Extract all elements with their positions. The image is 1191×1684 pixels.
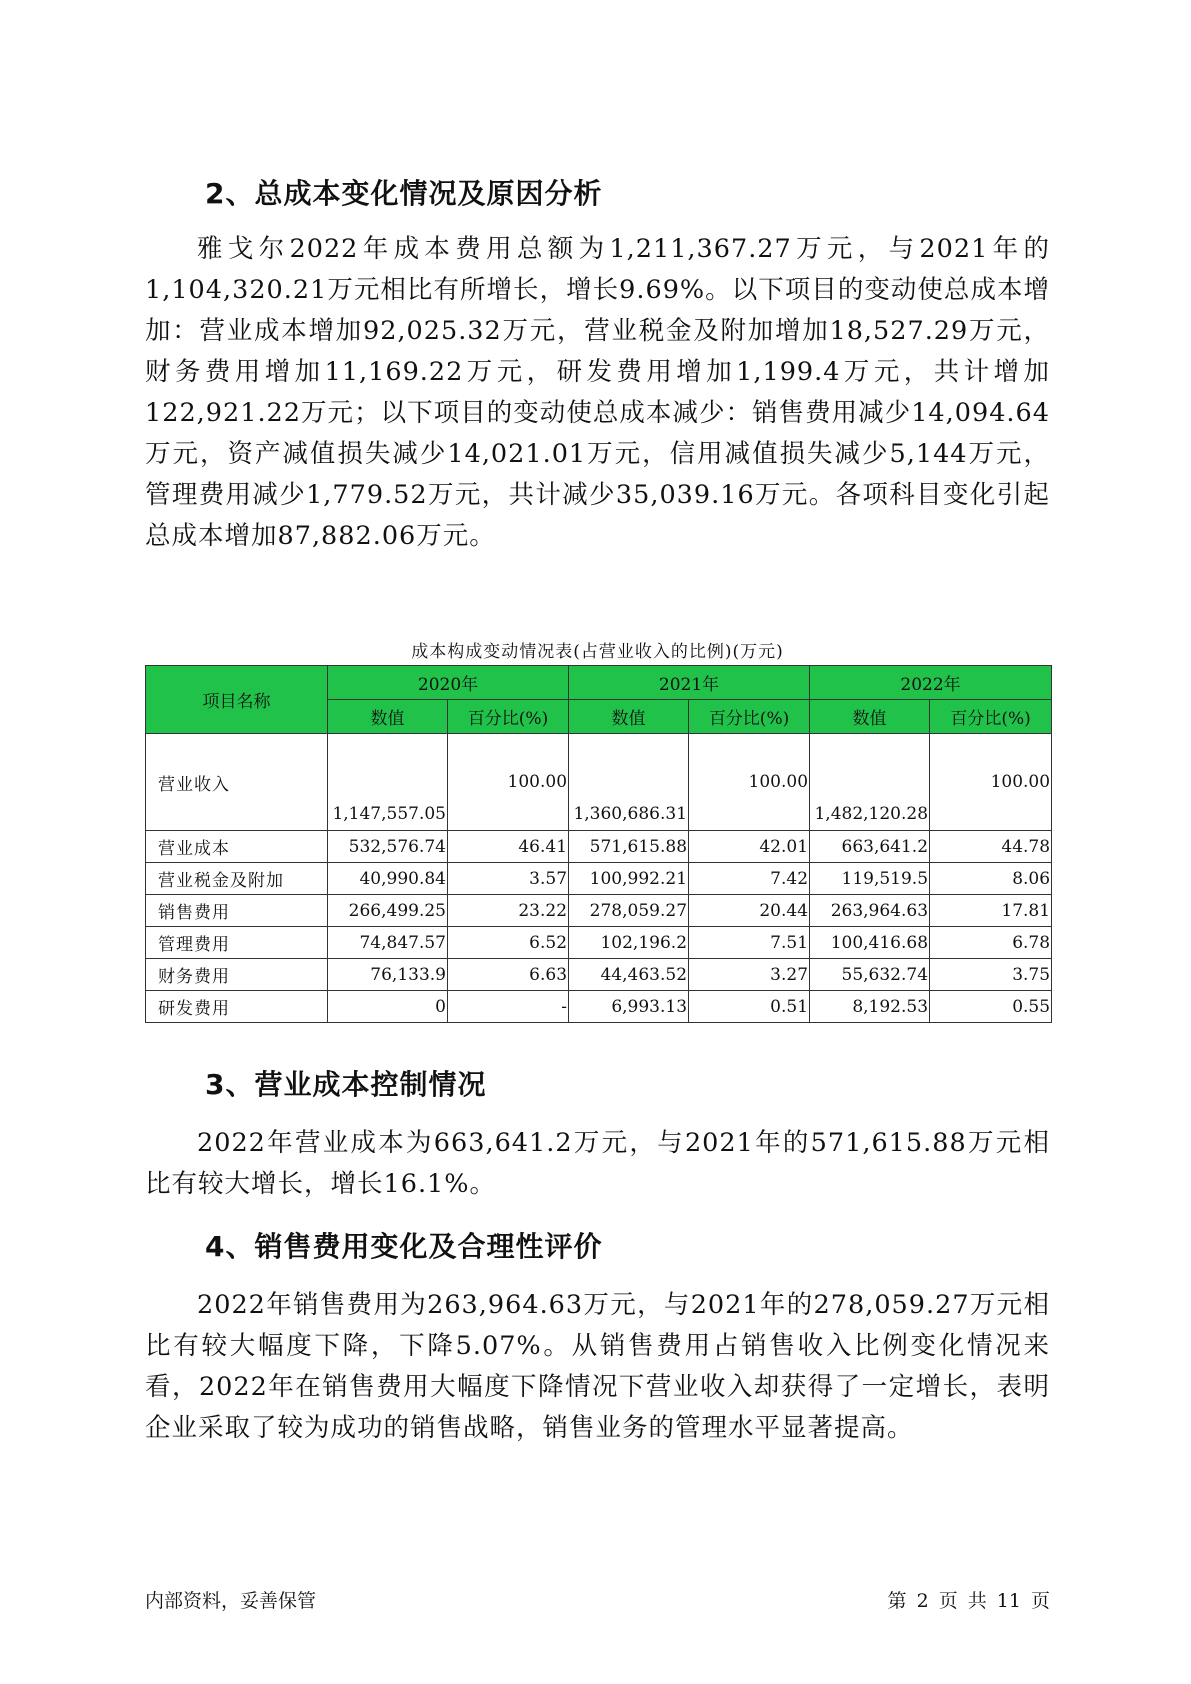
cell-value: 278,059.27 [569,895,689,927]
cell-percent: 6.63 [448,959,569,991]
row-name: 管理费用 [146,927,328,959]
cell-percent: 100.00 [930,734,1052,831]
section-2-paragraph: 雅戈尔2022年成本费用总额为1,211,367.27万元，与2021年的1,104,320.21万元相比有所增长，增长9.69%。以下项目的变动使总成本增加：营业成本增加92,025.32万元，营业税金及附加增加18,527.29万元，财务费用增加11,169.22万元，研发费用增加1,199.4万元，共计增加122,921.22万元；以下项目的变动使总成本减少：销售费用减少14,094.64万元，资产减值损失减少14,021.01万元，信用减值损失减少5,144万元，管理费用减少1,779.52万元，共计减少35,039.16万元。各项科目变化引起总成本增加87,882.06万元。 [145,234,1050,551]
cell-value: 266,499.25 [328,895,448,927]
cell-value: 102,196.2 [569,927,689,959]
table-row [146,927,1052,959]
header-value: 数值 [810,700,930,734]
cell-percent: 17.81 [930,895,1052,927]
cell-percent: 100.00 [448,734,569,831]
cell-value: 44,463.52 [569,959,689,991]
cell-percent: 44.78 [930,831,1052,863]
cell-value: 100,416.68 [810,927,930,959]
cell-value: 1,482,120.28 [810,734,930,831]
cell-percent: 46.41 [448,831,569,863]
table-header-row-years [146,666,1052,700]
cell-value: 263,964.63 [810,895,930,927]
header-value: 数值 [569,700,689,734]
cell-percent: 20.44 [689,895,810,927]
footer-confidential-note: 内部资料，妥善保管 [145,1590,317,1612]
header-year-2021: 2021年 [569,666,810,700]
cell-value: 571,615.88 [569,831,689,863]
cell-percent: - [448,991,569,1023]
cell-value: 1,147,557.05 [328,734,448,831]
table-caption: 成本构成变动情况表(占营业收入的比例)(万元) [411,642,784,662]
cell-percent: 6.78 [930,927,1052,959]
header-value: 数值 [328,700,448,734]
row-name: 销售费用 [146,895,328,927]
footer-page-number: 第 2 页 共 11 页 [887,1590,1050,1612]
table-row [146,895,1052,927]
cell-value: 0 [328,991,448,1023]
cell-percent: 8.06 [930,863,1052,895]
section-4-heading: 4、销售费用变化及合理性评价 [205,1230,603,1263]
cell-value: 8,192.53 [810,991,930,1023]
cell-percent: 7.42 [689,863,810,895]
cell-value: 663,641.2 [810,831,930,863]
section-3-paragraph: 2022年营业成本为663,641.2万元，与2021年的571,615.88万元相比有较大增长，增长16.1%。 [145,1128,1050,1199]
cell-percent: 3.75 [930,959,1052,991]
cell-percent: 0.51 [689,991,810,1023]
cell-percent: 6.52 [448,927,569,959]
section-3-heading: 3、营业成本控制情况 [205,1068,487,1101]
cell-percent: 100.00 [689,734,810,831]
cell-value: 532,576.74 [328,831,448,863]
row-name: 营业税金及附加 [146,863,328,895]
section-2-heading: 2、总成本变化情况及原因分析 [205,177,603,210]
cell-value: 55,632.74 [810,959,930,991]
header-year-2022: 2022年 [810,666,1052,700]
section-4-paragraph: 2022年销售费用为263,964.63万元，与2021年的278,059.27万元相比有较大幅度下降，下降5.07%。从销售费用占销售收入比例变化情况来看，2022年在销售费用大幅度下降情况下营业收入却获得了一定增长，表明企业采取了较为成功的销售战略，销售业务的管理水平显著提高。 [145,1290,1050,1443]
table-row [146,831,1052,863]
cell-value: 6,993.13 [569,991,689,1023]
table-row [146,863,1052,895]
row-name: 研发费用 [146,991,328,1023]
table-row [146,959,1052,991]
cell-value: 1,360,686.31 [569,734,689,831]
table-row [146,991,1052,1023]
cell-percent: 0.55 [930,991,1052,1023]
table-row [146,734,1052,831]
cell-percent: 7.51 [689,927,810,959]
cell-percent: 3.57 [448,863,569,895]
cost-structure-table [145,665,1052,1023]
header-percent: 百分比(%) [930,700,1052,734]
row-name: 财务费用 [146,959,328,991]
cell-value: 74,847.57 [328,927,448,959]
cell-value: 76,133.9 [328,959,448,991]
header-item-name: 项目名称 [146,666,328,734]
header-year-2020: 2020年 [328,666,569,700]
cell-percent: 42.01 [689,831,810,863]
cell-value: 40,990.84 [328,863,448,895]
cell-percent: 3.27 [689,959,810,991]
row-name: 营业收入 [146,734,328,831]
cell-percent: 23.22 [448,895,569,927]
header-percent: 百分比(%) [448,700,569,734]
row-name: 营业成本 [146,831,328,863]
cell-value: 119,519.5 [810,863,930,895]
cell-value: 100,992.21 [569,863,689,895]
header-percent: 百分比(%) [689,700,810,734]
